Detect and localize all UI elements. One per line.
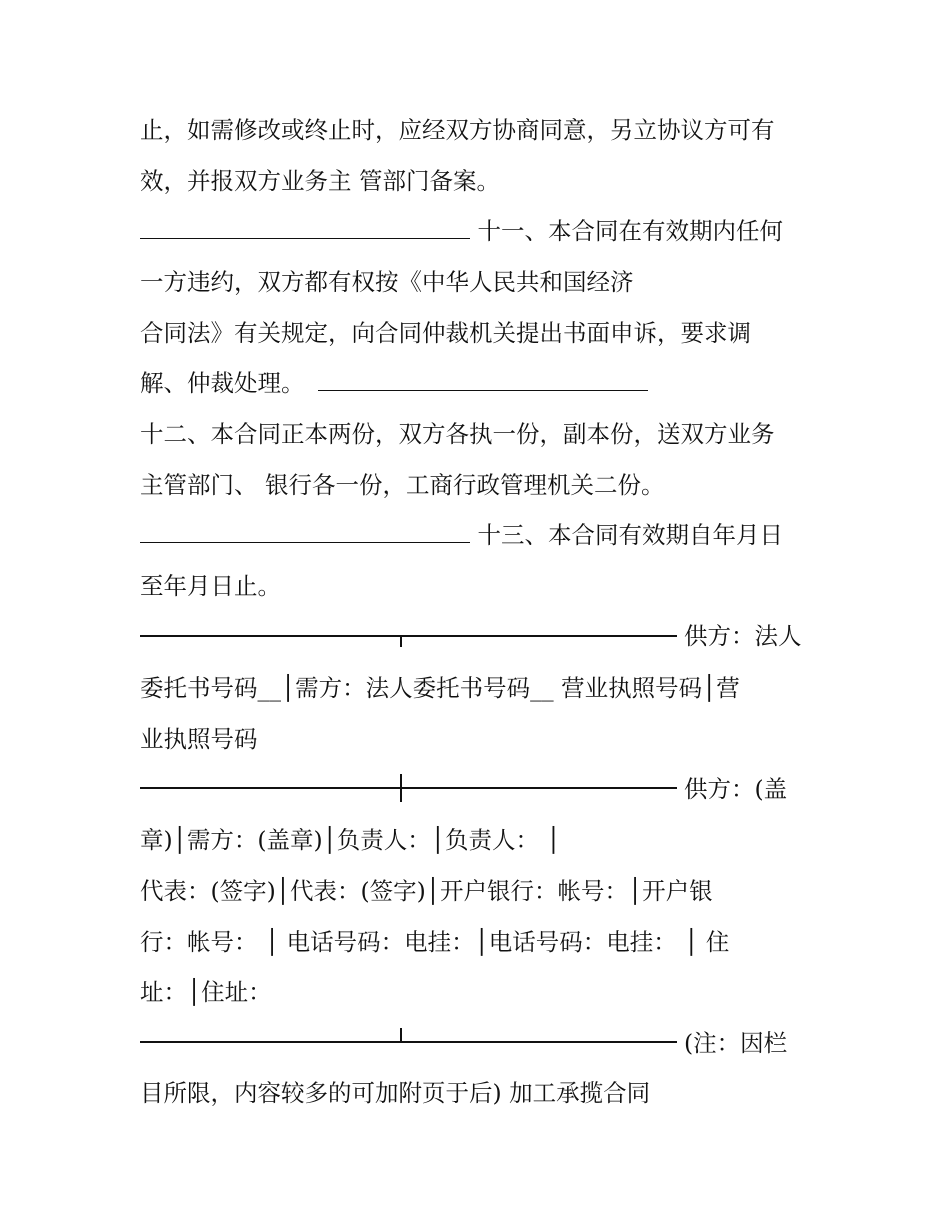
- table-rule-3: [140, 1041, 677, 1043]
- text-line-7: [140, 419, 775, 449]
- text-line-16: [140, 876, 713, 906]
- text-line-10-content: 至年月日止。: [140, 572, 281, 600]
- table-rule-1: [140, 635, 677, 637]
- text-line-15-content: 章)│需方：(盖章)│负责人：│负责人： │: [140, 826, 561, 854]
- blank-underline: [318, 390, 648, 391]
- blank-underline: [140, 238, 470, 239]
- table-rule-2: [140, 787, 677, 789]
- text-line-5: [140, 318, 751, 348]
- text-line-20: [140, 1078, 650, 1108]
- text-line-9: [140, 520, 783, 550]
- text-line-17-content: 行：帐号： │ 电话号码：电挂：│电话号码：电挂： │ 住: [140, 928, 730, 956]
- text-line-8: [140, 470, 664, 500]
- text-line-13-content: 业执照号码: [140, 725, 258, 753]
- text-line-12: [140, 673, 740, 703]
- text-line-12-content: 委托书号码__│需方：法人委托书号码__ 营业执照号码│营: [140, 674, 740, 702]
- text-line-4: [140, 267, 634, 297]
- blank-underline: [140, 542, 470, 543]
- text-line-14: [684, 774, 787, 804]
- text-line-2: [140, 166, 500, 196]
- text-line-16-content: 代表：(签字)│代表：(签字)│开户银行：帐号：│开户银: [140, 877, 713, 905]
- text-line-13: [140, 724, 258, 754]
- table-rule-2-tick: [400, 774, 402, 802]
- text-line-3: [140, 216, 783, 246]
- text-line-8-content: 主管部门、 银行各一份，工商行政管理机关二份。: [140, 471, 665, 499]
- text-line-11-content: 供方：法人: [684, 622, 802, 650]
- text-line-19-content: (注：因栏: [684, 1029, 788, 1057]
- text-line-18: [140, 977, 272, 1007]
- text-line-17: [140, 927, 729, 957]
- text-line-20-content: 目所限，内容较多的可加附页于后) 加工承揽合同: [140, 1079, 651, 1107]
- text-line-10: [140, 571, 281, 601]
- text-line-19: [684, 1028, 787, 1058]
- text-line-14-content: 供方：(盖: [684, 775, 788, 803]
- text-line-11: [684, 621, 802, 651]
- text-line-2-content: 效，并报双方业务主 管部门备案。: [140, 167, 500, 195]
- table-rule-1-tick: [400, 635, 402, 647]
- table-rule-3-tick: [400, 1028, 402, 1041]
- text-line-18-content: 址：│住址：: [140, 978, 272, 1006]
- text-line-1-content: 止，如需修改或终止时，应经双方协商同意，另立协议方可有: [140, 116, 775, 144]
- text-line-3-content: 十一、本合同在有效期内任何: [477, 217, 783, 245]
- text-line-6: [140, 368, 648, 398]
- text-line-5-content: 合同法》有关规定，向合同仲裁机关提出书面申诉，要求调: [140, 319, 751, 347]
- text-line-6-content: 解、仲裁处理。: [140, 369, 305, 397]
- text-line-9-content: 十三、本合同有效期自年月日: [477, 521, 783, 549]
- text-line-4-content: 一方违约，双方都有权按《中华人民共和国经济: [140, 268, 634, 296]
- text-line-15: [140, 825, 561, 855]
- text-line-7-content: 十二、本合同正本两份，双方各执一份，副本份，送双方业务: [140, 420, 775, 448]
- text-line-1: [140, 115, 775, 145]
